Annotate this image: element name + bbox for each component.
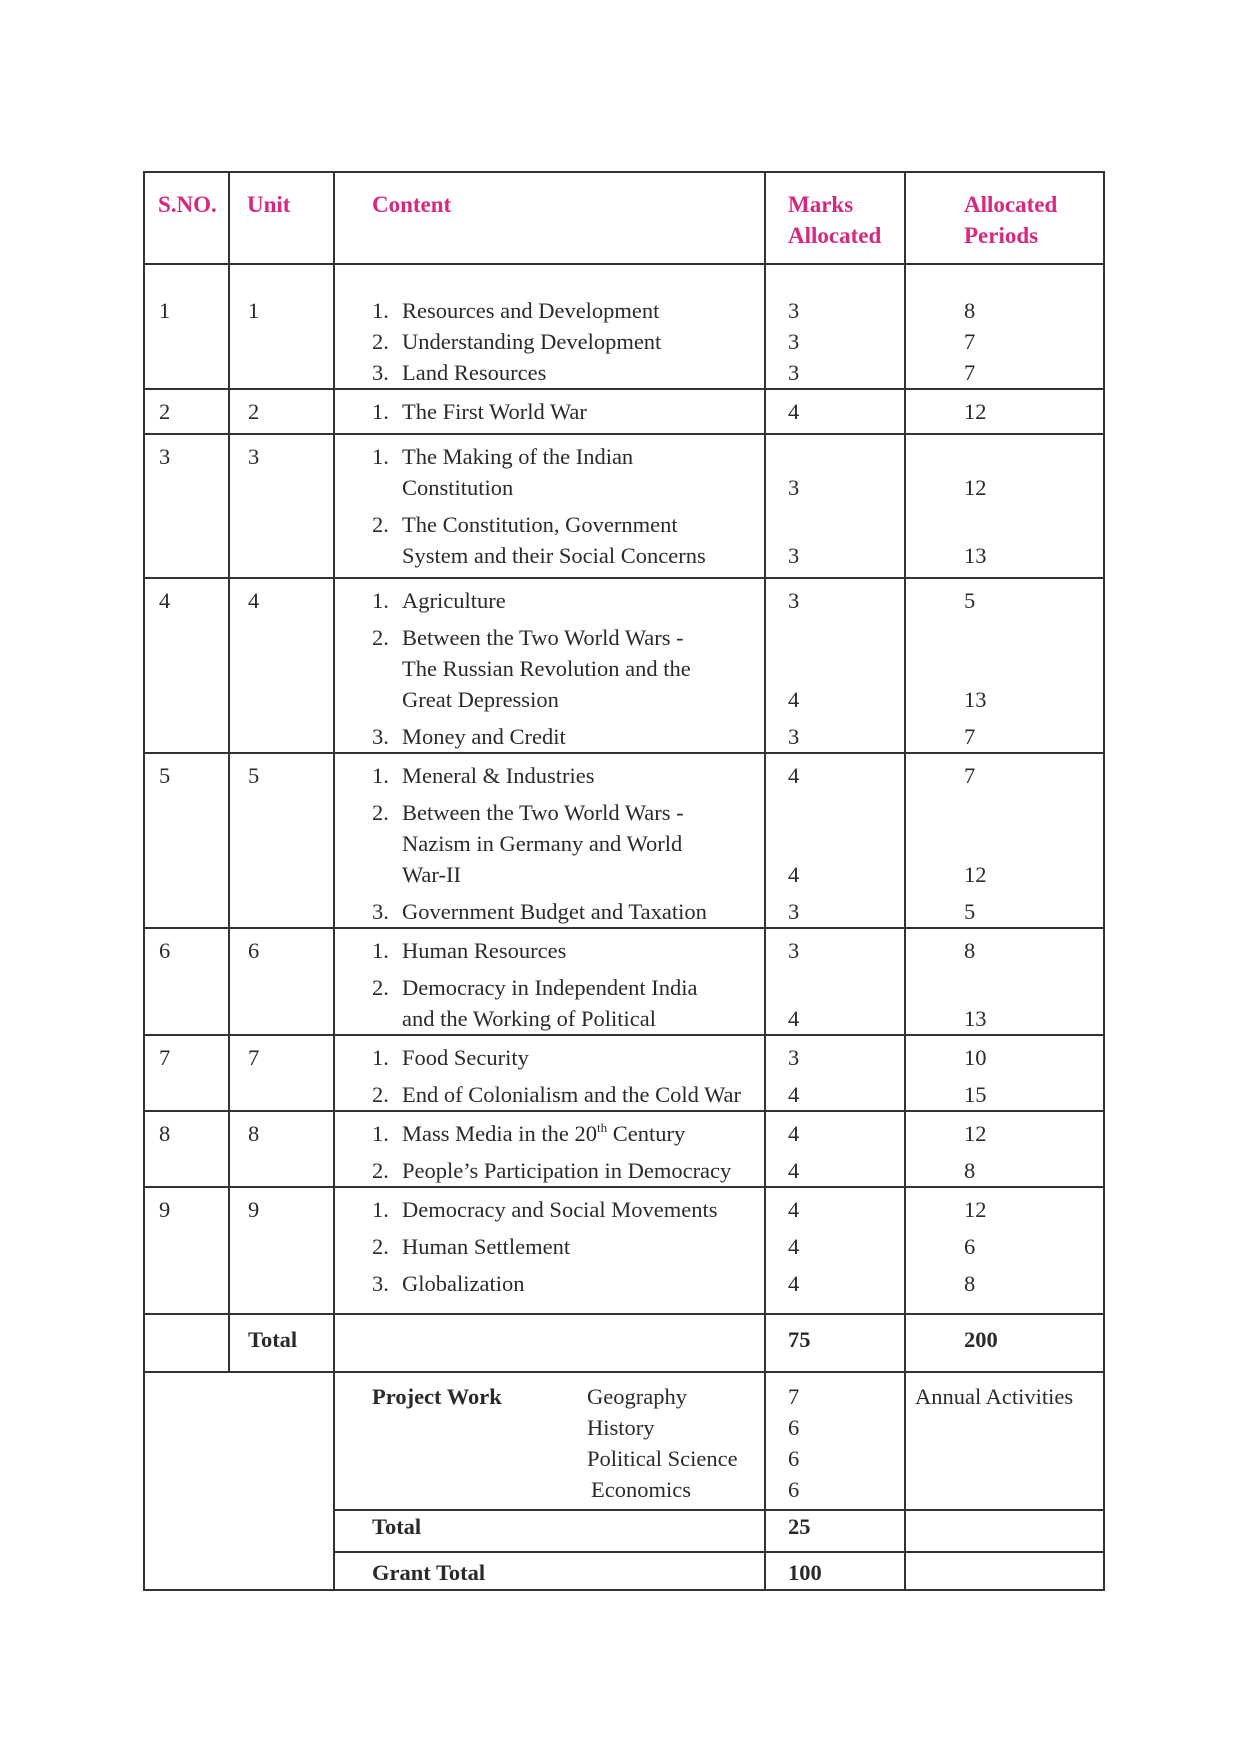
project-mark: 6 [788,1477,800,1502]
project-mark: 6 [788,1415,800,1440]
marks-value: 4 [788,1197,800,1222]
item-number: 2. [372,329,389,354]
content-item [372,1155,764,1186]
periods-value: 7 [964,763,976,788]
item-number: 1. [372,444,389,469]
item-number: 2. [372,800,389,825]
item-number: 3. [372,1271,389,1296]
item-number: 3. [372,899,389,924]
periods-cell [905,928,1104,1035]
marks-value [788,972,904,1003]
item-number: 2. [372,1234,389,1259]
project-total-marks-text: 25 [788,1514,811,1539]
unit-cell [229,1111,334,1187]
content-cell [334,264,765,389]
periods-value: 8 [964,298,976,323]
content-item [372,721,764,752]
marks-value: 4 [788,1234,800,1259]
item-number: 2. [372,975,389,1000]
project-mark: 7 [788,1384,800,1409]
header-unit: Unit [229,172,334,264]
project-total-label [334,1510,765,1552]
periods-value: 5 [964,899,976,924]
content-item [372,896,764,927]
header-periods-line2: Periods [964,223,1039,248]
marks-value: 3 [788,298,800,323]
item-text: Government Budget and Taxation [402,899,707,924]
content-item [372,509,764,540]
content-cell [334,1035,765,1111]
content-item [372,1194,764,1225]
content-item [372,326,764,357]
periods-value: 10 [964,1045,987,1070]
content-item [372,1003,764,1034]
content-item [372,828,764,859]
marks-value [788,441,904,472]
sno-cell [144,753,229,928]
marks-value: 4 [788,1006,800,1031]
item-number: 1. [372,938,389,963]
item-text: The Making of the Indian [402,444,634,469]
periods-value: 13 [964,543,987,568]
marks-value [788,509,904,540]
table-row [144,434,1104,578]
item-text: Between the Two World Wars - [402,625,684,650]
unit-value: 7 [248,1045,260,1070]
content-item [372,760,764,791]
periods-value: 7 [964,360,976,385]
item-number: 1. [372,298,389,323]
header-periods-line1: Allocated [964,192,1058,217]
sno-value: 1 [159,298,171,323]
project-content [334,1372,765,1510]
content-cell [334,434,765,578]
item-superscript: th [596,1120,608,1135]
header-marks-line2: Allocated [788,223,882,248]
marks-value: 3 [788,724,800,749]
header-marks-line1: Marks [788,192,854,217]
marks-value: 3 [788,899,800,924]
sno-cell [144,1111,229,1187]
unit-cell [229,928,334,1035]
marks-value: 4 [788,687,800,712]
periods-cell [905,389,1104,434]
item-number: 1. [372,1121,389,1146]
content-cell [334,1187,765,1314]
marks-value: 3 [788,938,800,963]
marks-value [788,653,904,684]
content-item [372,1079,764,1110]
marks-value [788,797,904,828]
content-item [372,540,764,571]
sno-value: 8 [159,1121,171,1146]
item-number: 1. [372,1197,389,1222]
sno-cell [144,264,229,389]
marks-value: 4 [788,763,800,788]
periods-cell [905,1035,1104,1111]
periods-value: 12 [964,1197,987,1222]
unit-cell [229,434,334,578]
unit-cell [229,1035,334,1111]
unit-value: 1 [248,298,260,323]
marks-value [788,622,904,653]
unit-cell [229,578,334,753]
periods-cell [905,578,1104,753]
total-periods: 200 [905,1314,1104,1372]
marks-cell [765,1035,905,1111]
project-work-label: Project Work [372,1384,502,1409]
periods-cell [905,753,1104,928]
item-text: War-II [402,862,461,887]
header-periods [905,172,1104,264]
content-item [372,1042,764,1073]
grand-total-marks [765,1552,905,1590]
marks-value: 3 [788,360,800,385]
unit-value: 4 [248,588,260,613]
item-text: Land Resources [402,360,547,385]
content-item [372,585,764,616]
total-empty-cell [144,1314,229,1372]
item-number: 1. [372,1045,389,1070]
periods-cell [905,264,1104,389]
grand-total-marks-text: 100 [788,1560,822,1585]
header-sno: S.NO. [144,172,229,264]
total-label: Total [229,1314,334,1372]
content-cell [334,389,765,434]
marks-value [788,828,904,859]
project-total-periods [905,1510,1104,1552]
table-row [144,1111,1104,1187]
marks-value: 3 [788,543,800,568]
table-row [144,753,1104,928]
project-subject: Geography [587,1384,687,1409]
content-item [372,396,764,427]
content-item [372,797,764,828]
periods-value [964,972,1103,1003]
marks-cell [765,1111,905,1187]
periods-value: 8 [964,938,976,963]
marks-cell [765,389,905,434]
content-item [372,295,764,326]
item-number: 2. [372,625,389,650]
table-row [144,1187,1104,1314]
item-text: Understanding Development [402,329,662,354]
marks-value: 4 [788,1271,800,1296]
item-text: Democracy and Social Movements [402,1197,718,1222]
item-text: People’s Participation in Democracy [402,1158,732,1183]
sno-value: 9 [159,1197,171,1222]
content-cell [334,1111,765,1187]
table-row [144,1035,1104,1111]
sno-value: 3 [159,444,171,469]
periods-value: 15 [964,1082,987,1107]
grand-total-label-text: Grant Total [372,1560,486,1585]
item-text: Meneral & Industries [402,763,595,788]
marks-value: 4 [788,1082,800,1107]
table-row [144,264,1104,389]
periods-cell [905,1111,1104,1187]
project-subject: Economics [591,1477,691,1502]
periods-value: 6 [964,1234,976,1259]
marks-value: 4 [788,399,800,424]
unit-value: 9 [248,1197,260,1222]
item-text: Money and Credit [402,724,566,749]
sno-value: 5 [159,763,171,788]
project-total-label-text: Total [372,1514,422,1539]
item-text: Democracy in Independent India [402,975,698,1000]
content-cell [334,578,765,753]
marks-cell [765,1187,905,1314]
marks-cell [765,578,905,753]
project-work [372,1381,764,1505]
sno-value: 7 [159,1045,171,1070]
unit-value: 6 [248,938,260,963]
grand-total-periods [905,1552,1104,1590]
marks-cell [765,264,905,389]
periods-value: 13 [964,687,987,712]
marks-cell [765,434,905,578]
content-item [372,1268,764,1299]
sno-cell [144,1035,229,1111]
content-item [372,1118,764,1149]
sno-cell [144,389,229,434]
item-number: 3. [372,724,389,749]
unit-value: 5 [248,763,260,788]
periods-value: 8 [964,1158,976,1183]
total-marks: 75 [765,1314,905,1372]
sno-cell [144,578,229,753]
marks-value: 3 [788,588,800,613]
periods-value: 5 [964,588,976,613]
periods-value: 12 [964,1121,987,1146]
periods-value [964,797,1103,828]
unit-value: 3 [248,444,260,469]
marks-value: 3 [788,475,800,500]
content-item [372,472,764,503]
sno-value: 6 [159,938,171,963]
content-item [372,859,764,890]
content-item [372,1231,764,1262]
item-number: 3. [372,360,389,385]
item-text: Resources and Development [402,298,660,323]
item-number: 2. [372,1158,389,1183]
total-content-cell [334,1314,765,1372]
periods-value [964,622,1103,653]
periods-value: 8 [964,1271,976,1296]
project-periods-cell [905,1372,1104,1510]
project-periods: Annual Activities [915,1384,1074,1409]
periods-value [964,653,1103,684]
marks-cell [765,753,905,928]
periods-value: 13 [964,1006,987,1031]
item-text: Agriculture [402,588,506,613]
periods-value [964,441,1103,472]
marks-value: 3 [788,329,800,354]
project-subject: Political Science [587,1446,738,1471]
item-text: Great Depression [402,687,559,712]
periods-value: 12 [964,862,987,887]
item-number: 2. [372,1082,389,1107]
sno-cell [144,434,229,578]
unit-cell [229,389,334,434]
item-text: Century [607,1121,686,1146]
syllabus-table [143,171,1105,1591]
project-marks [765,1372,905,1510]
grand-total-label [334,1552,765,1590]
item-number: 1. [372,588,389,613]
item-text: and the Working of Political [402,1006,656,1031]
unit-cell [229,1187,334,1314]
unit-cell [229,753,334,928]
item-text: Mass Media in the 20 [402,1121,597,1146]
marks-value: 4 [788,1158,800,1183]
item-text: The Russian Revolution and the [402,656,691,681]
table-row [144,928,1104,1035]
content-item [372,653,764,684]
table-row [144,578,1104,753]
content-item [372,622,764,653]
item-text: Between the Two World Wars - [402,800,684,825]
sno-value: 2 [159,399,171,424]
item-text: The First World War [402,399,587,424]
content-cell [334,928,765,1035]
project-side-cell [144,1372,334,1590]
periods-cell [905,1187,1104,1314]
content-item [372,357,764,388]
header-marks [765,172,905,264]
item-number: 1. [372,399,389,424]
unit-value: 2 [248,399,260,424]
content-item [372,935,764,966]
sno-cell [144,1187,229,1314]
project-mark: 6 [788,1446,800,1471]
periods-cell [905,434,1104,578]
item-number: 1. [372,763,389,788]
item-text: Food Security [402,1045,529,1070]
item-text: The Constitution, Government [402,512,678,537]
sno-cell [144,928,229,1035]
item-text: Constitution [402,475,514,500]
table-row [144,389,1104,434]
item-number: 2. [372,512,389,537]
item-text: Human Settlement [402,1234,571,1259]
periods-value: 7 [964,724,976,749]
content-cell [334,753,765,928]
periods-value [964,509,1103,540]
project-total-marks [765,1510,905,1552]
item-text: System and their Social Concerns [402,543,706,568]
content-item [372,441,764,472]
content-item [372,684,764,715]
marks-value: 3 [788,1045,800,1070]
total-row [144,1314,1104,1372]
item-text: Globalization [402,1271,525,1296]
marks-cell [765,928,905,1035]
header-row [144,172,1104,264]
item-text: Human Resources [402,938,567,963]
header-content: Content [334,172,765,264]
content-item [372,972,764,1003]
unit-cell [229,264,334,389]
periods-value [964,828,1103,859]
sno-value: 4 [159,588,171,613]
unit-value: 8 [248,1121,260,1146]
marks-value: 4 [788,862,800,887]
project-subject: History [587,1415,655,1440]
project-row [144,1372,1104,1510]
item-text: End of Colonialism and the Cold War [402,1082,741,1107]
periods-value: 7 [964,329,976,354]
item-text: Nazism in Germany and World [402,831,683,856]
periods-value: 12 [964,475,987,500]
periods-value: 12 [964,399,987,424]
marks-value: 4 [788,1121,800,1146]
